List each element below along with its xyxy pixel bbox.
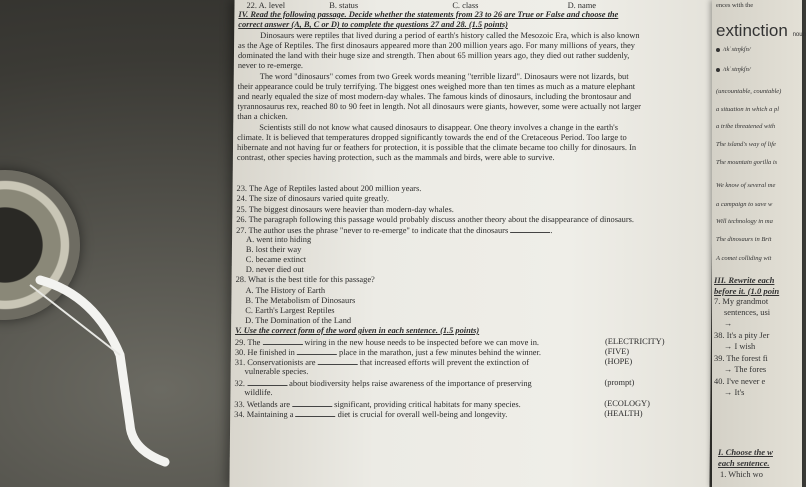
vocab-word xyxy=(716,22,806,44)
rewrite-heading: III. Rewrite each xyxy=(714,275,775,285)
reading-instructions-2: correct answer (A, B, C or D) to complete the questions 27 and 28. (1.5 points) xyxy=(238,20,508,29)
passage-line: Scientists still do not know what caused dinosaurs to disappear. One theory involves a change in the earth's xyxy=(259,123,619,132)
item-text: place in the marathon, just a few minutes behind the winner. xyxy=(339,348,541,357)
question-23: 23. The Age of Reptiles lasted about 200 million years. xyxy=(236,184,422,193)
item-word: (prompt) xyxy=(604,378,635,387)
passage-line: never to re-emerge. xyxy=(237,61,304,70)
word-form-item-32-cont: wildlife. xyxy=(244,388,273,397)
option-27-b[interactable]: B. lost their way xyxy=(245,245,302,254)
answer-blank-29[interactable] xyxy=(262,337,302,345)
question-28: 28. What is the best title for this passage? xyxy=(235,275,375,284)
word-form-item-34 xyxy=(234,409,704,420)
vocab-note: a tribe threatened with xyxy=(716,123,776,130)
vocab-note: a campaign to save w xyxy=(716,201,773,208)
rewrite-heading-2: before it. (1.0 poin xyxy=(714,286,780,296)
answer-blank-32[interactable] xyxy=(247,378,287,386)
worksheet-page xyxy=(229,0,714,487)
item-word: (ECOLOGY) xyxy=(604,399,650,408)
vocab-pos: noun xyxy=(792,32,806,38)
answer-blank-30[interactable] xyxy=(297,347,337,355)
answer-blank-27[interactable] xyxy=(510,225,550,233)
item-text: that increased efforts will prevent the extinction of xyxy=(359,358,530,367)
rewrite-line: 38. It's a pity Jer xyxy=(714,331,770,340)
question-26: 26. The paragraph following this passage would probably discuss another theory about the disappearance of dinosaurs. xyxy=(236,215,635,224)
item-number: 31. Conservationists are xyxy=(234,358,316,367)
header-status: B. status xyxy=(329,1,359,10)
passage-line: hibernate and not having fur or feathers for protection, it is possible that the climate became too chilly for dinosaurs. In xyxy=(236,143,637,152)
item-number: 32. xyxy=(234,379,246,388)
vocab-note: A comet colliding wit xyxy=(716,255,772,262)
item-text: diet is crucial for overall well-being and longevity. xyxy=(337,410,508,419)
option-28-d[interactable]: D. The Domination of the Land xyxy=(245,316,352,325)
rewrite-arrow: → xyxy=(724,319,733,328)
rewrite-line: 39. The forest fi xyxy=(714,354,768,363)
pronunciation-us xyxy=(716,66,751,74)
option-27-a[interactable]: A. went into hiding xyxy=(245,235,312,244)
vocab-note: (uncountable, countable) xyxy=(716,88,782,95)
passage-line: contrast, other species having protection, such as the mammals and birds, were able to survive. xyxy=(236,153,555,162)
item-word: (HOPE) xyxy=(604,357,633,366)
header-class: C. class xyxy=(452,1,479,10)
side-top-text: ences with the xyxy=(716,2,754,9)
rewrite-line: 40. I've never e xyxy=(714,377,766,386)
answer-blank-31[interactable] xyxy=(318,357,358,365)
passage-line: dominated the land with their huge size and strength. Then about 65 million years ago, they died out rather suddenly, xyxy=(237,51,630,60)
question-27: 27. The author uses the phrase "never to re-emerge" to indicate that the dinosaurs . xyxy=(236,226,553,235)
vocab-note: Will technology in ma xyxy=(716,218,773,225)
item-text: significant, providing critical habitats for many species. xyxy=(334,400,521,409)
side-page xyxy=(712,0,806,487)
answer-blank-33[interactable] xyxy=(292,399,332,407)
rewrite-line: → I wish xyxy=(724,342,756,351)
pron-text: /ɪkˈstɪŋkʃn/ xyxy=(723,66,751,73)
option-28-c[interactable]: C. Earth's Largest Reptiles xyxy=(245,306,335,315)
item-text: wiring in the new house needs to be inspected before we can move in. xyxy=(304,338,540,347)
item-number: 29. The xyxy=(234,338,261,347)
pronunciation-uk xyxy=(716,46,751,54)
option-27-d[interactable]: D. never died out xyxy=(245,265,304,274)
reading-instructions-1: IV. Read the following passage. Decide whether the statements from 23 to 26 are True or False and choose the xyxy=(238,10,619,19)
question-24: 24. The size of dinosaurs varied quite greatly. xyxy=(236,194,390,203)
vocab-note: We know of several me xyxy=(716,182,776,189)
option-27-c[interactable]: C. became extinct xyxy=(245,255,307,264)
passage-line: than a chicken. xyxy=(237,112,288,121)
word-form-item-31-cont: vulnerable species. xyxy=(244,367,309,376)
option-28-b[interactable]: B. The Metabolism of Dinosaurs xyxy=(245,296,356,305)
passage-line: Dinosaurs were reptiles that lived during a period of earth's history called the Mesozoic Era, which is also known xyxy=(260,31,640,40)
item-text: about biodiversity helps raise awareness of the importance of preserving xyxy=(289,379,532,388)
item-word: (FIVE) xyxy=(604,347,630,356)
item-number: 34. Maintaining a xyxy=(234,410,294,419)
passage-line: their appearance could be truly terrifying. The biggest ones weighed more than ten times as much as a mature elephant xyxy=(237,82,636,91)
word-form-instructions: V. Use the correct form of the word given in each sentence. (1.5 points) xyxy=(235,326,480,335)
passage-line: tyrannosaurus rex, reached 80 to 90 feet in length. Not all dinosaurs were giants, however, some were actually not larger xyxy=(237,102,641,111)
rewrite-line: → It's xyxy=(724,388,745,397)
choose-question: 1. Which wo xyxy=(720,470,763,479)
vocab-note: The dinosaurs in Brit xyxy=(716,236,772,243)
item-word: (ELECTRICITY) xyxy=(604,337,665,346)
vocab-note: The mountain gorilla is xyxy=(716,159,778,166)
passage-line: as the Age of Reptiles. The first dinosaurs appeared more than 200 million years ago. For many millions of years, they xyxy=(238,41,635,50)
speaker-icon[interactable] xyxy=(716,48,720,52)
vocab-headword: extinction xyxy=(716,21,788,40)
answer-blank-34[interactable] xyxy=(296,409,336,417)
question-25: 25. The biggest dinosaurs were heavier than modern-day whales. xyxy=(236,205,454,214)
pron-text: /ɪkˈstɪŋkʃn/ xyxy=(723,46,751,53)
dental-flosser-object xyxy=(0,250,200,470)
rewrite-line: → The fores xyxy=(724,365,767,374)
header-name: D. name xyxy=(567,1,597,10)
item-number: 30. He finished in xyxy=(234,348,295,357)
vocab-note: The island's way of life xyxy=(716,141,776,148)
passage-line: The word "dinosaurs" comes from two Greek words meaning "terrible lizard". Dinosaurs were not lizards, but xyxy=(259,72,629,81)
rewrite-line: sentences, usi xyxy=(724,308,771,317)
choose-heading-2: each sentence. xyxy=(718,458,770,468)
choose-heading: I. Choose the w xyxy=(718,447,773,457)
passage-line: and nearly equaled the size of most modern-day whales. The famous kinds of dinosaurs, including the brontosaur and xyxy=(237,92,632,101)
option-28-a[interactable]: A. The History of Earth xyxy=(245,286,326,295)
rewrite-line: 7. My grandmot xyxy=(714,297,769,306)
question-27-text: 27. The author uses the phrase "never to re-emerge" to indicate that the dinosaurs xyxy=(236,226,509,235)
header-level: 22. A. level xyxy=(246,1,286,10)
word-form-item-32 xyxy=(234,378,704,389)
item-word: (HEALTH) xyxy=(604,409,643,418)
passage-line: climate. It is believed that temperatures dropped significantly towards the end of the Cretaceous Period. Too large to xyxy=(237,133,627,142)
vocab-note: a situation in which a pl xyxy=(716,106,780,113)
item-number: 33. Wetlands are xyxy=(234,400,291,409)
speaker-icon[interactable] xyxy=(716,68,720,72)
